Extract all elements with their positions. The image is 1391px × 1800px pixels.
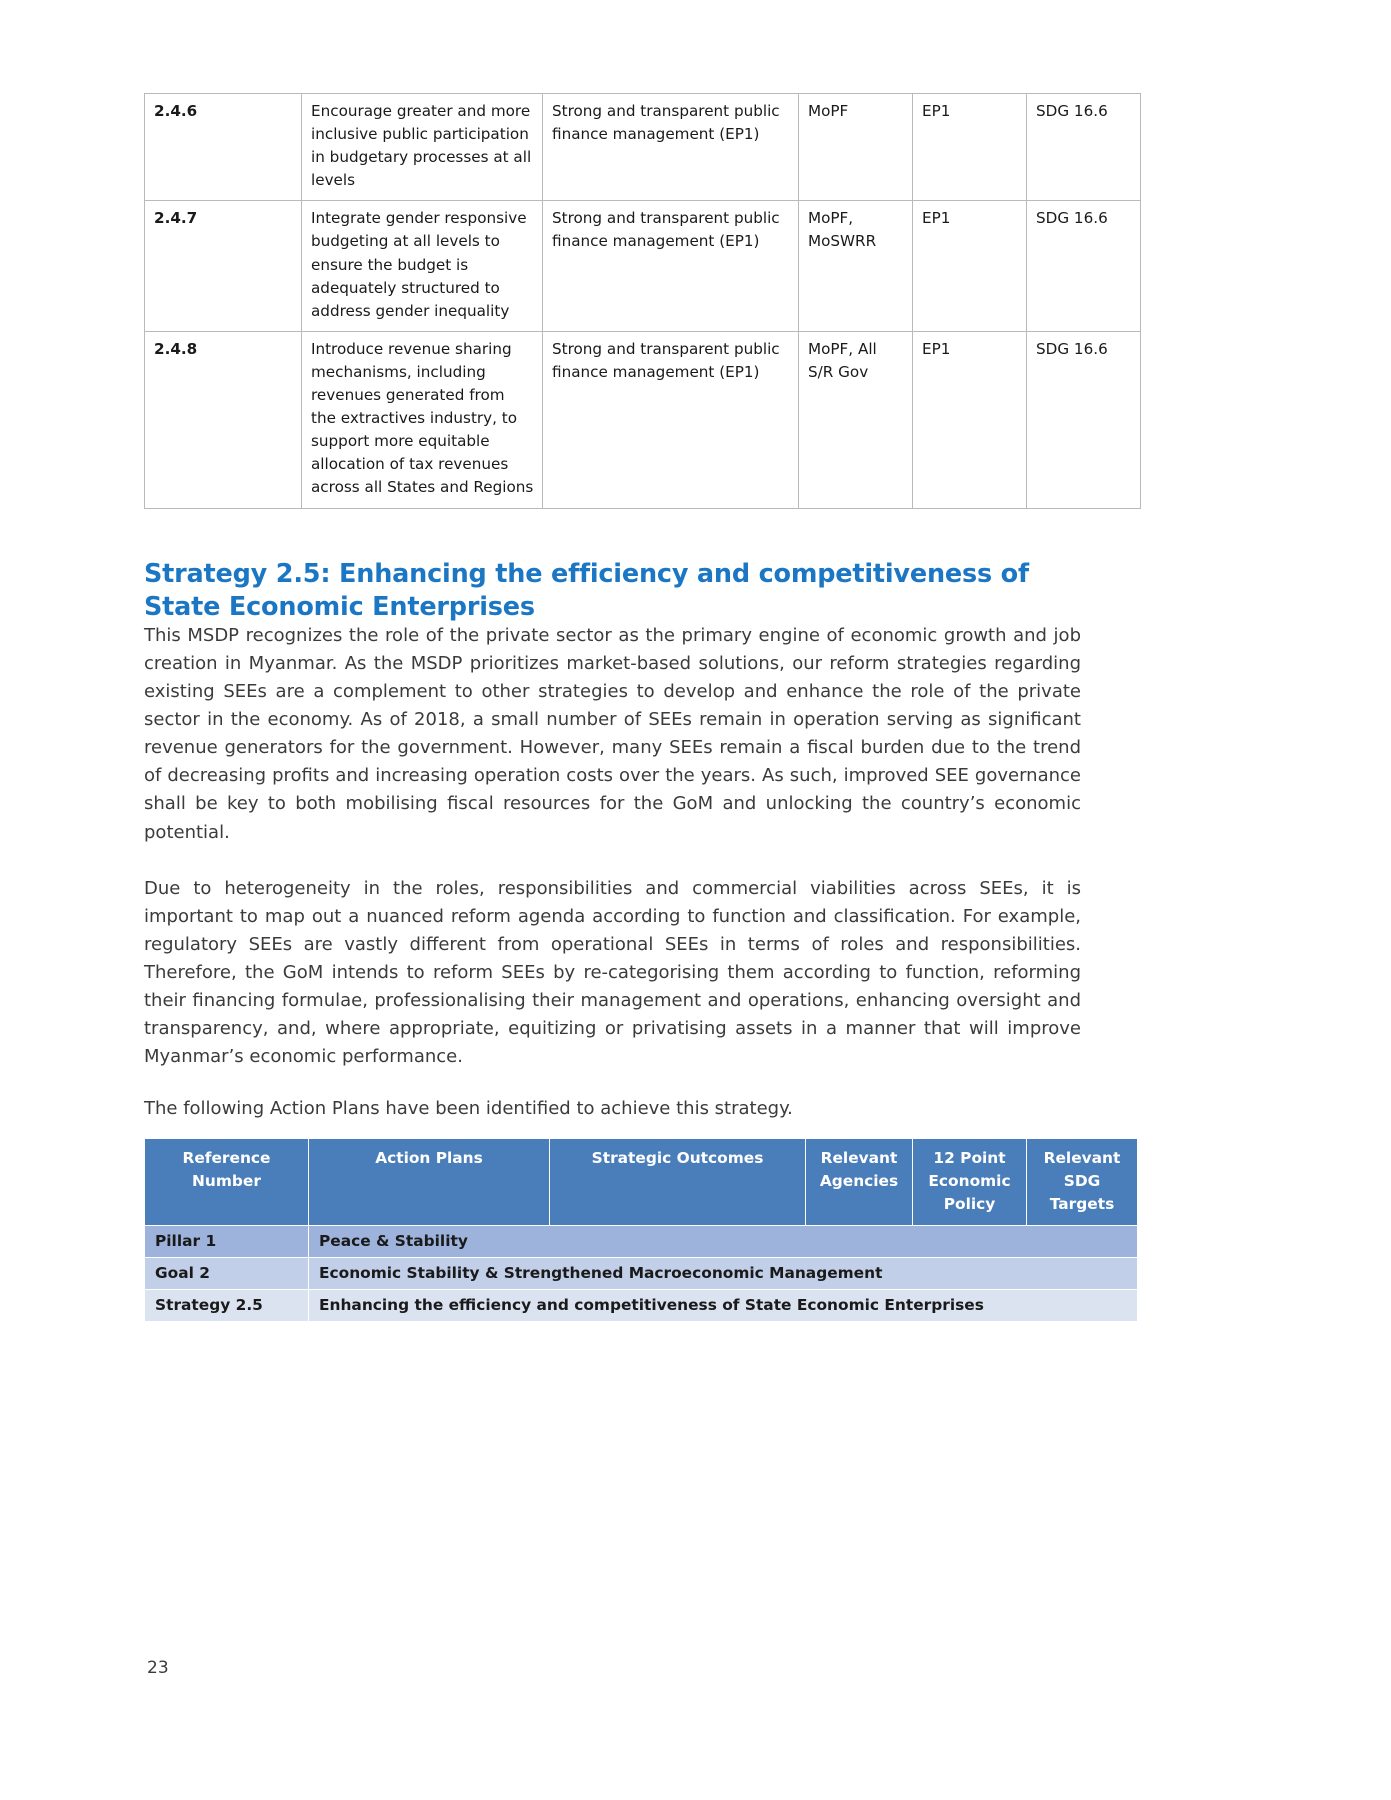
strategic-outcome-cell: Strong and transparent public finance management (EP1)	[543, 331, 799, 508]
sdg-target-cell: SDG 16.6	[1027, 201, 1141, 331]
strategy-label: Strategy 2.5	[145, 1290, 309, 1322]
reference-number-cell: 2.4.7	[145, 201, 302, 331]
reference-number-cell: 2.4.8	[145, 331, 302, 508]
sdg-target-cell: SDG 16.6	[1027, 94, 1141, 201]
section-heading: Strategy 2.5: Enhancing the efficiency and competitiveness of State Economic Enterprises	[144, 559, 1029, 622]
table-header-row	[145, 1139, 1138, 1226]
reference-number-cell: 2.4.6	[145, 94, 302, 201]
relevant-agencies-cell: MoPF, All S/R Gov	[799, 331, 913, 508]
column-header-sdg-targets: Relevant SDG Targets	[1027, 1139, 1138, 1226]
body-paragraph-2: Due to heterogeneity in the roles, responsibilities and commercial viabilities across SEEs, it is important to map out a nuanced reform agenda according to function and classification. For example, regulatory SEEs are vastly different from operational SEEs in terms of roles and responsibilities. Therefore, the GoM intends to reform SEEs by re-categorising them according to function, reforming their financing formulae, professionalising their management and operations, enhancing oversight and transparency, and, where appropriate, equitizing or privatising assets in a manner that will improve Myanmar’s economic performance.	[144, 878, 1081, 1068]
column-header-economic-policy: 12 Point Economic Policy	[913, 1139, 1027, 1226]
body-paragraph-3: The following Action Plans have been identified to achieve this strategy.	[144, 1098, 793, 1119]
economic-policy-cell: EP1	[913, 331, 1027, 508]
relevant-agencies-cell: MoPF, MoSWRR	[799, 201, 913, 331]
page-number: 23	[147, 1658, 169, 1678]
strategy-value: Enhancing the efficiency and competitiveness of State Economic Enterprises	[309, 1290, 1138, 1322]
action-plan-cell: Encourage greater and more inclusive public participation in budgetary processes at all levels	[302, 94, 543, 201]
action-plan-cell: Integrate gender responsive budgeting at all levels to ensure the budget is adequately structured to address gender inequality	[302, 201, 543, 331]
strategic-outcome-cell: Strong and transparent public finance management (EP1)	[543, 201, 799, 331]
column-header-reference-number: Reference Number	[145, 1139, 309, 1226]
action-plan-cell: Introduce revenue sharing mechanisms, including revenues generated from the extractives industry, to support more equitable allocation of tax revenues across all States and Regions	[302, 331, 543, 508]
strategic-outcome-cell: Strong and transparent public finance management (EP1)	[543, 94, 799, 201]
body-paragraph-1: This MSDP recognizes the role of the private sector as the primary engine of economic growth and job creation in Myanmar. As the MSDP prioritizes market-based solutions, our reform strategies regarding existing SEEs are a complement to other strategies to develop and enhance the role of the private sector in the economy. As of 2018, a small number of SEEs remain in operation serving as significant revenue generators for the government. However, many SEEs remain a fiscal burden due to the trend of decreasing profits and increasing operation costs over the years. As such, improved SEE governance shall be key to both mobilising fiscal resources for the GoM and unlocking the country’s economic potential.	[144, 625, 1081, 843]
table-row-pillar	[145, 1226, 1138, 1258]
table-row-strategy	[145, 1290, 1138, 1322]
goal-label: Goal 2	[145, 1258, 309, 1290]
sdg-target-cell: SDG 16.6	[1027, 331, 1141, 508]
relevant-agencies-cell: MoPF	[799, 94, 913, 201]
column-header-action-plans: Action Plans	[309, 1139, 550, 1226]
action-plans-continuation-table	[144, 93, 1141, 509]
column-header-strategic-outcomes: Strategic Outcomes	[550, 1139, 806, 1226]
table-row	[145, 201, 1141, 331]
pillar-value: Peace & Stability	[309, 1226, 1138, 1258]
table-row-goal	[145, 1258, 1138, 1290]
economic-policy-cell: EP1	[913, 94, 1027, 201]
table-row	[145, 94, 1141, 201]
column-header-relevant-agencies: Relevant Agencies	[806, 1139, 913, 1226]
strategy-summary-table	[144, 1138, 1138, 1322]
table-row	[145, 331, 1141, 508]
pillar-label: Pillar 1	[145, 1226, 309, 1258]
economic-policy-cell: EP1	[913, 201, 1027, 331]
goal-value: Economic Stability & Strengthened Macroeconomic Management	[309, 1258, 1138, 1290]
